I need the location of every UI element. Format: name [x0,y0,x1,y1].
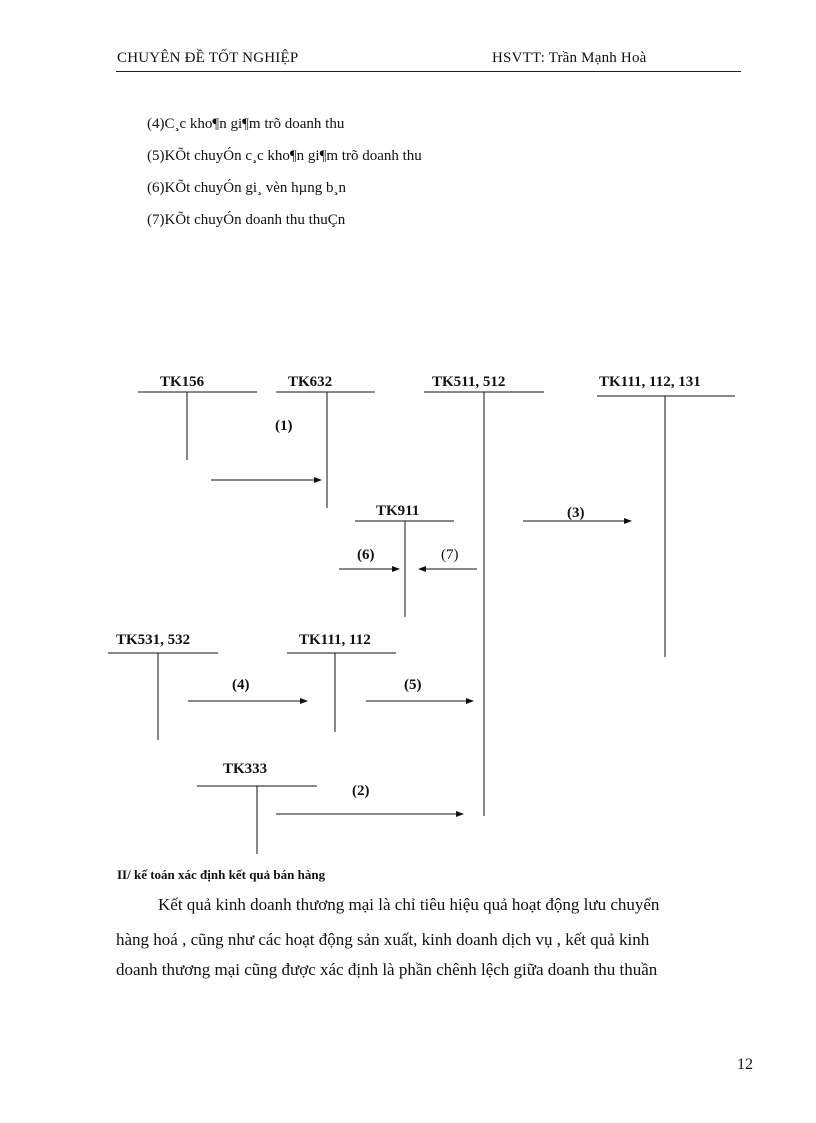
account-label-tk111-112: TK111, 112 [299,632,371,648]
account-label-tk531: TK531, 532 [116,632,191,648]
legend-item-7: (7)KÕt chuyÓn doanh thu thuÇn [147,212,346,228]
account-label-tk511: TK511, 512 [432,374,506,390]
page-number: 12 [737,1056,753,1073]
section-heading: II/ kế toán xác định kết quả bán hàng [117,867,326,882]
legend-item-4: (4)C¸c kho¶n gi¶m trõ doanh thu [147,116,345,132]
paragraph-line-3: doanh thương mại cũng được xác định là phần chênh lệch giữa doanh thu thuần [116,960,658,979]
paragraph-line-1: Kết quả kinh doanh thương mại là chỉ tiêu hiệu quả hoạt động lưu chuyển [158,895,660,914]
step-label-7: (7) [441,547,459,563]
account-label-tk111-131: TK111, 112, 131 [599,374,701,390]
step-label-5: (5) [404,677,422,693]
header-title: CHUYÊN ĐỀ TỐT NGHIỆP [117,50,299,66]
account-label-tk333: TK333 [223,761,268,777]
account-label-tk632: TK632 [288,374,333,390]
step-label-4: (4) [232,677,250,693]
header-author: HSVTT: Trần Mạnh Hoà [492,50,647,66]
legend-item-6: (6)KÕt chuyÓn gi¸ vèn hµng b¸n [147,180,347,196]
legend-item-5: (5)KÕt chuyÓn c¸c kho¶n gi¶m trõ doanh thu [147,148,422,164]
paragraph-line-2: hàng hoá , cũng như các hoạt động sản xuất, kinh doanh dịch vụ , kết quả kinh [116,930,650,949]
step-label-3: (3) [567,505,585,521]
account-label-tk156: TK156 [160,374,205,390]
account-label-tk911: TK911 [376,503,420,519]
step-label-6: (6) [357,547,375,563]
step-label-1: (1) [275,418,293,434]
step-label-2: (2) [352,783,370,799]
